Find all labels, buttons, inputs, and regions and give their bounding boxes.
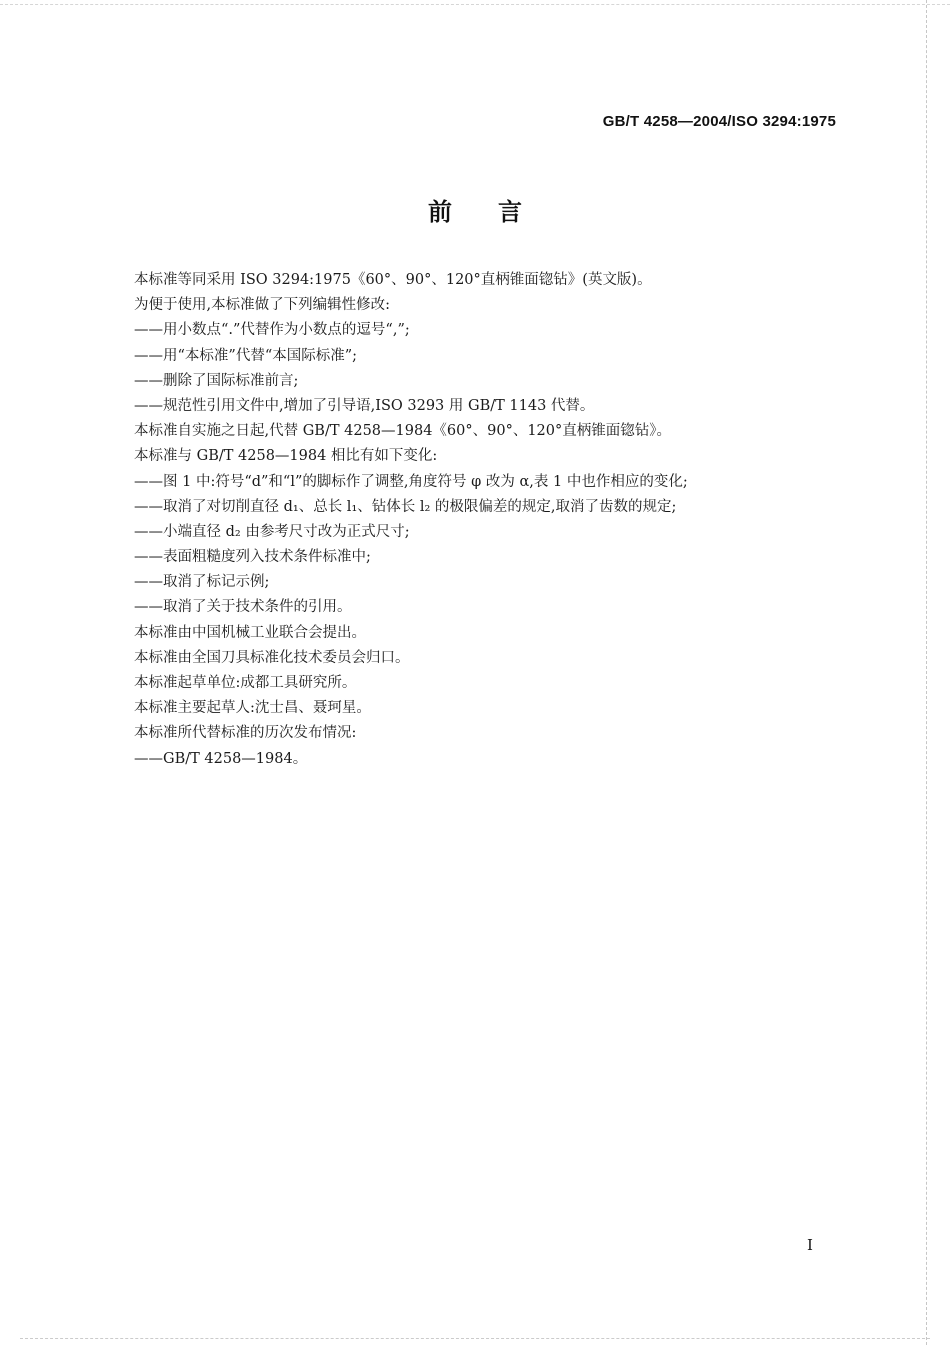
body-line: 为便于使用,本标准做了下列编辑性修改: <box>134 297 390 314</box>
body-line: ——GB/T 4258—1984。 <box>134 750 308 767</box>
body-line: ——取消了关于技术条件的引用。 <box>134 599 352 616</box>
body-line: ——表面粗糙度列入技术条件标准中; <box>134 549 371 566</box>
body-line: ——取消了对切削直径 d₁、总长 l₁、钻体长 l₂ 的极限偏差的规定,取消了齿数的规定; <box>134 498 677 515</box>
body-line: 本标准所代替标准的历次发布情况: <box>134 725 357 742</box>
body-line: 本标准由中国机械工业联合会提出。 <box>134 624 366 641</box>
body-line: ——用小数点“.”代替作为小数点的逗号“,”; <box>134 322 410 339</box>
body-line: ——小端直径 d₂ 由参考尺寸改为正式尺寸; <box>134 523 410 540</box>
standard-code: GB/T 4258—2004/ISO 3294:1975 <box>602 113 836 130</box>
body-line: 本标准与 GB/T 4258—1984 相比有如下变化: <box>134 448 438 465</box>
body-line: ——规范性引用文件中,增加了引导语,ISO 3293 用 GB/T 1143 代替。 <box>134 397 595 414</box>
page-title: 前言 <box>428 198 568 226</box>
body-line: ——取消了标记示例; <box>134 574 270 591</box>
body-line: 本标准等同采用 ISO 3294:1975《60°、90°、120°直柄锥面锪钻》(英文版)。 <box>134 272 652 288</box>
scan-edge-bottom <box>20 1338 930 1341</box>
foreword-body <box>134 268 854 772</box>
body-line: 本标准自实施之日起,代替 GB/T 4258—1984《60°、90°、120°直柄锥面锪钻》。 <box>134 423 672 440</box>
page-number: I <box>807 1236 813 1254</box>
body-line: ——删除了国际标准前言; <box>134 372 299 389</box>
body-line: ——用“本标准”代替“本国际标准”; <box>134 347 358 364</box>
body-line: 本标准由全国刀具标准化技术委员会归口。 <box>134 649 410 666</box>
body-line: ——图 1 中:符号“d”和“l”的脚标作了调整,角度符号 φ 改为 α,表 1 中也作相应的变化; <box>134 473 688 490</box>
scan-edge-top <box>0 0 950 5</box>
body-line: 本标准起草单位:成都工具研究所。 <box>134 675 357 691</box>
body-line: 本标准主要起草人:沈士昌、聂珂星。 <box>134 700 371 717</box>
